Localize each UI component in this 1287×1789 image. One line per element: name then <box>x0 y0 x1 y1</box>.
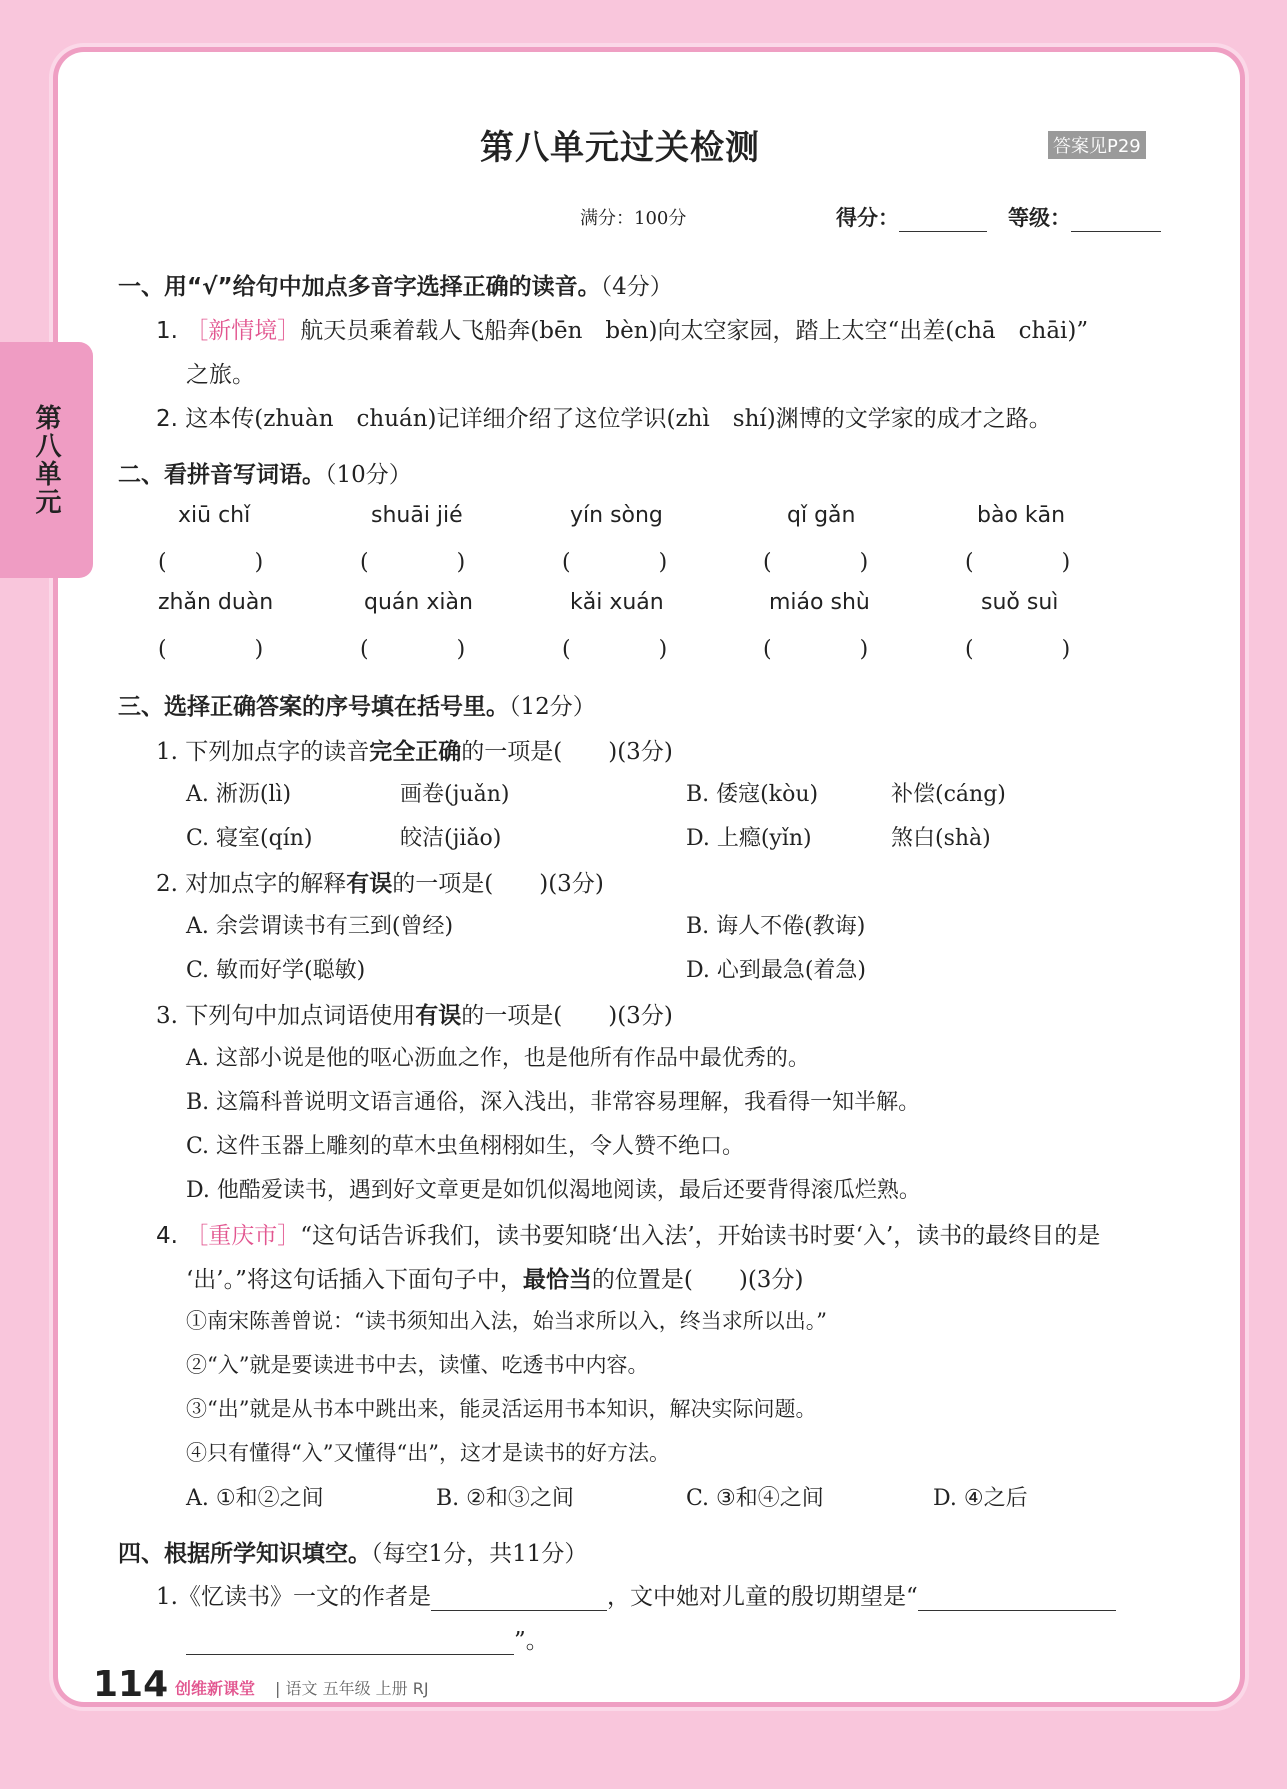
s3-q1-option-c[interactable]: C. 寝室(qín) <box>186 826 313 851</box>
answer-paren-1[interactable]: ( ) <box>158 550 264 575</box>
pinyin-5: bào kān <box>977 503 1066 528</box>
s3-question-1: 1. 下列加点字的读音完全正确的一项是( )(3分) <box>156 739 673 765</box>
section-1-heading: 一、用“√”给句中加点多音字选择正确的读音。（4分） <box>118 274 673 300</box>
answer-paren-7[interactable]: ( ) <box>360 637 466 662</box>
s3-q2-option-c[interactable]: C. 敏而好学(聪敏) <box>186 958 366 983</box>
answer-paren-8[interactable]: ( ) <box>562 637 668 662</box>
answer-paren-3[interactable]: ( ) <box>562 550 668 575</box>
pinyin-7: quán xiàn <box>364 590 473 615</box>
answer-paren-2[interactable]: ( ) <box>360 550 466 575</box>
s3-q4-option-b[interactable]: B. ②和③之间 <box>436 1486 574 1511</box>
s3-q4-sentence-4: ④只有懂得“入”又懂得“出”，这才是读书的好方法。 <box>186 1441 670 1465</box>
answer-paren-4[interactable]: ( ) <box>763 550 869 575</box>
answer-paren-5[interactable]: ( ) <box>965 550 1071 575</box>
s3-q4-option-c[interactable]: C. ③和④之间 <box>686 1486 824 1511</box>
score-blank[interactable] <box>899 209 987 232</box>
page-title: 第八单元过关检测 <box>480 128 760 168</box>
answer-reference-badge: 答案见P29 <box>1048 131 1146 159</box>
expectation-blank-cont[interactable] <box>186 1632 514 1655</box>
s3-q2-option-d[interactable]: D. 心到最急(着急) <box>686 958 867 983</box>
s3-q3-option-b[interactable]: B. 这篇科普说明文语言通俗，深入浅出，非常容易理解，我看得一知半解。 <box>186 1090 921 1115</box>
context-tag: ［新情境］ <box>185 318 301 344</box>
s3-question-4: 4. ［重庆市］“这句话告诉我们，读书要知晓‘出入法’，开始读书时要‘入’，读书的最终目的是 <box>156 1223 1101 1249</box>
unit-side-tab <box>0 342 93 578</box>
s3-q4-option-a[interactable]: A. ①和②之间 <box>186 1486 324 1511</box>
s3-q1-option-a2: 画卷(juǎn) <box>400 782 510 807</box>
pinyin-10: suǒ suì <box>981 590 1059 615</box>
book-info: | 语文 五年级 上册 RJ <box>275 1679 429 1698</box>
answer-paren-6[interactable]: ( ) <box>158 637 264 662</box>
expectation-blank[interactable] <box>918 1588 1116 1611</box>
s3-q4-sentence-2: ②“入”就是要读进书中去，读懂、吃透书中内容。 <box>186 1353 649 1377</box>
pinyin-2: shuāi jié <box>371 503 463 528</box>
pinyin-6: zhǎn duàn <box>158 590 274 615</box>
s3-q3-option-c[interactable]: C. 这件玉器上雕刻的草木虫鱼栩栩如生，令人赞不绝口。 <box>186 1134 745 1159</box>
s3-q3-option-a[interactable]: A. 这部小说是他的呕心沥血之作，也是他所有作品中最优秀的。 <box>186 1046 810 1071</box>
grade-label: 等级： <box>1008 206 1071 230</box>
section-4-heading: 四、根据所学知识填空。（每空1分，共11分） <box>118 1541 588 1567</box>
s4-question-1-cont: ”。 <box>186 1622 549 1655</box>
s3-q1-option-d2: 煞白(shà) <box>891 826 991 851</box>
pinyin-3: yín sòng <box>570 503 663 528</box>
author-blank[interactable] <box>431 1588 607 1611</box>
s3-q4-sentence-1: ①南宋陈善曾说：“读书须知出入法，始当求所以入，终当求所以出。” <box>186 1309 827 1333</box>
s3-q4-sentence-3: ③“出”就是从书本中跳出来，能灵活运用书本知识，解决实际问题。 <box>186 1397 817 1421</box>
score-label: 得分： <box>836 206 899 230</box>
pinyin-4: qǐ gǎn <box>787 503 856 528</box>
pinyin-9: miáo shù <box>769 590 870 615</box>
grade-blank[interactable] <box>1071 209 1161 232</box>
s3-question-2: 2. 对加点字的解释有误的一项是( )(3分) <box>156 871 604 897</box>
s1-question-1-cont: 之旅。 <box>186 362 255 388</box>
s4-question-1: 1.《忆读书》一文的作者是 ，文中她对儿童的殷切期望是“ <box>156 1578 1116 1611</box>
pinyin-1: xiū chǐ <box>178 503 251 528</box>
full-score-label: 满分：100分 <box>580 208 687 229</box>
s3-q2-option-b[interactable]: B. 诲人不倦(教诲) <box>686 914 866 939</box>
section-3-heading: 三、选择正确答案的序号填在括号里。（12分） <box>118 694 596 720</box>
s3-q1-option-b2: 补偿(cáng) <box>891 782 1006 807</box>
s3-q4-option-d[interactable]: D. ④之后 <box>933 1486 1028 1511</box>
s3-q2-option-a[interactable]: A. 余尝谓读书有三到(曾经) <box>186 914 454 939</box>
s3-q1-option-d[interactable]: D. 上瘾(yǐn) <box>686 826 812 851</box>
answer-paren-10[interactable]: ( ) <box>965 637 1071 662</box>
s3-q3-option-d[interactable]: D. 他酷爱读书，遇到好文章更是如饥似渴地阅读，最后还要背得滚瓜烂熟。 <box>186 1178 921 1203</box>
unit-tab-label: 第八单元 <box>31 404 61 516</box>
s3-q1-option-a[interactable]: A. 淅沥(lì) <box>186 782 292 807</box>
brand-name: 创维新课堂 <box>175 1679 256 1698</box>
s3-question-3: 3. 下列句中加点词语使用有误的一项是( )(3分) <box>156 1003 673 1029</box>
section-2-heading: 二、看拼音写词语。（10分） <box>118 462 412 488</box>
region-tag: ［重庆市］ <box>185 1223 301 1249</box>
s1-question-1: 1. ［新情境］航天员乘着载人飞船奔(bēn bèn)向太空家园，踏上太空“出差(chā chāi)” <box>156 318 1089 344</box>
answer-paren-9[interactable]: ( ) <box>763 637 869 662</box>
s3-q1-option-c2: 皎洁(jiǎo) <box>400 826 502 851</box>
s3-q1-option-b[interactable]: B. 倭寇(kòu) <box>686 782 819 807</box>
pinyin-8: kǎi xuán <box>570 590 664 615</box>
page-number: 114 <box>93 1664 169 1705</box>
s1-question-2: 2. 这本传(zhuàn chuán)记详细介绍了这位学识(zhì shí)渊博的文学家的成才之路。 <box>156 406 1052 432</box>
s3-question-4-cont: ‘出’。”将这句话插入下面句子中，最恰当的位置是( )(3分) <box>186 1267 804 1293</box>
